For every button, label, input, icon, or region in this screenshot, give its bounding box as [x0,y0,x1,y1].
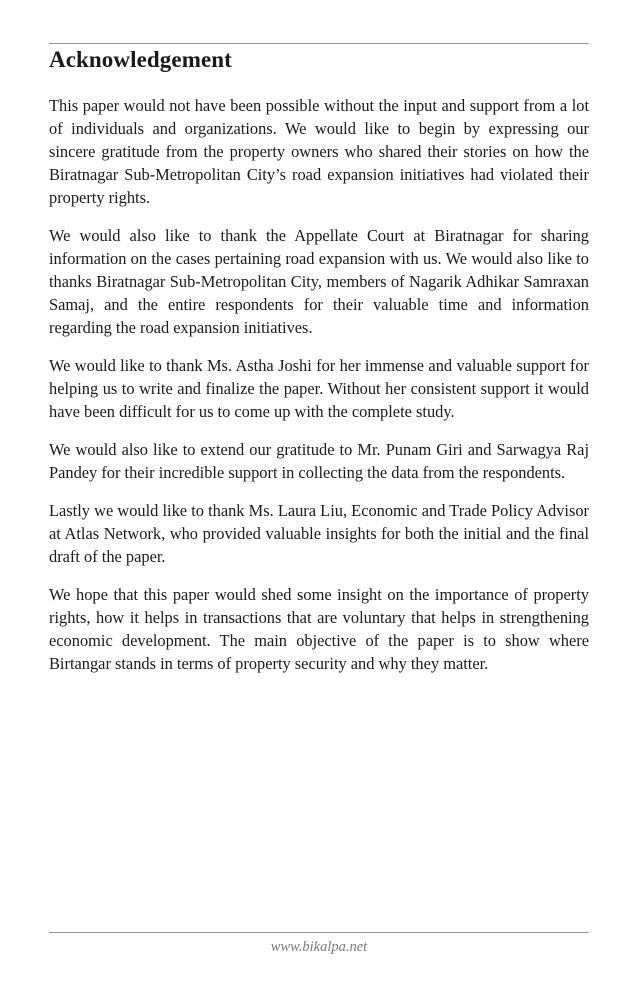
footer-url: www.bikalpa.net [270,939,368,955]
paragraph-1: This paper would not have been possible without the input and support from a lot of individuals and organizations. We would like to begin by expressing our sincere gratitude from the property owners who shared their stories on how the Biratnagar Sub-Metropolitan City’s road expansion initiatives had violated their property rights. [49,96,589,207]
paragraph-6: We hope that this paper would shed some insight on the importance of property rights, how it helps in transactions that are voluntary that helps in strengthening economic development. The main objective of the paper is to show where Birtangar stands in terms of property security and why they matter. [49,585,589,673]
document-body [49,94,589,690]
paragraph-2: We would also like to thank the Appellate Court at Biratnagar for sharing information on the cases pertaining road expansion with us. We would also like to thanks Biratnagar Sub-Metropolitan City, members of Nagarik Adhikar Samraxan Samaj, and the entire respondents for their valuable time and information regarding the road expansion initiatives. [49,226,589,337]
paragraph-3: We would like to thank Ms. Astha Joshi for her immense and valuable support for helping us to write and finalize the paper. Without her consistent support it would have been difficult for us to come up with the complete study. [49,356,589,421]
paragraph-5: Lastly we would like to thank Ms. Laura Liu, Economic and Trade Policy Advisor at Atlas Network, who provided valuable insights for both the initial and the final draft of the paper. [49,501,589,566]
paragraph-4: We would also like to extend our gratitude to Mr. Punam Giri and Sarwagya Raj Pandey for their incredible support in collecting the data from the respondents. [49,440,589,482]
bottom-rule [49,932,589,933]
page-title: Acknowledgement [49,47,232,72]
